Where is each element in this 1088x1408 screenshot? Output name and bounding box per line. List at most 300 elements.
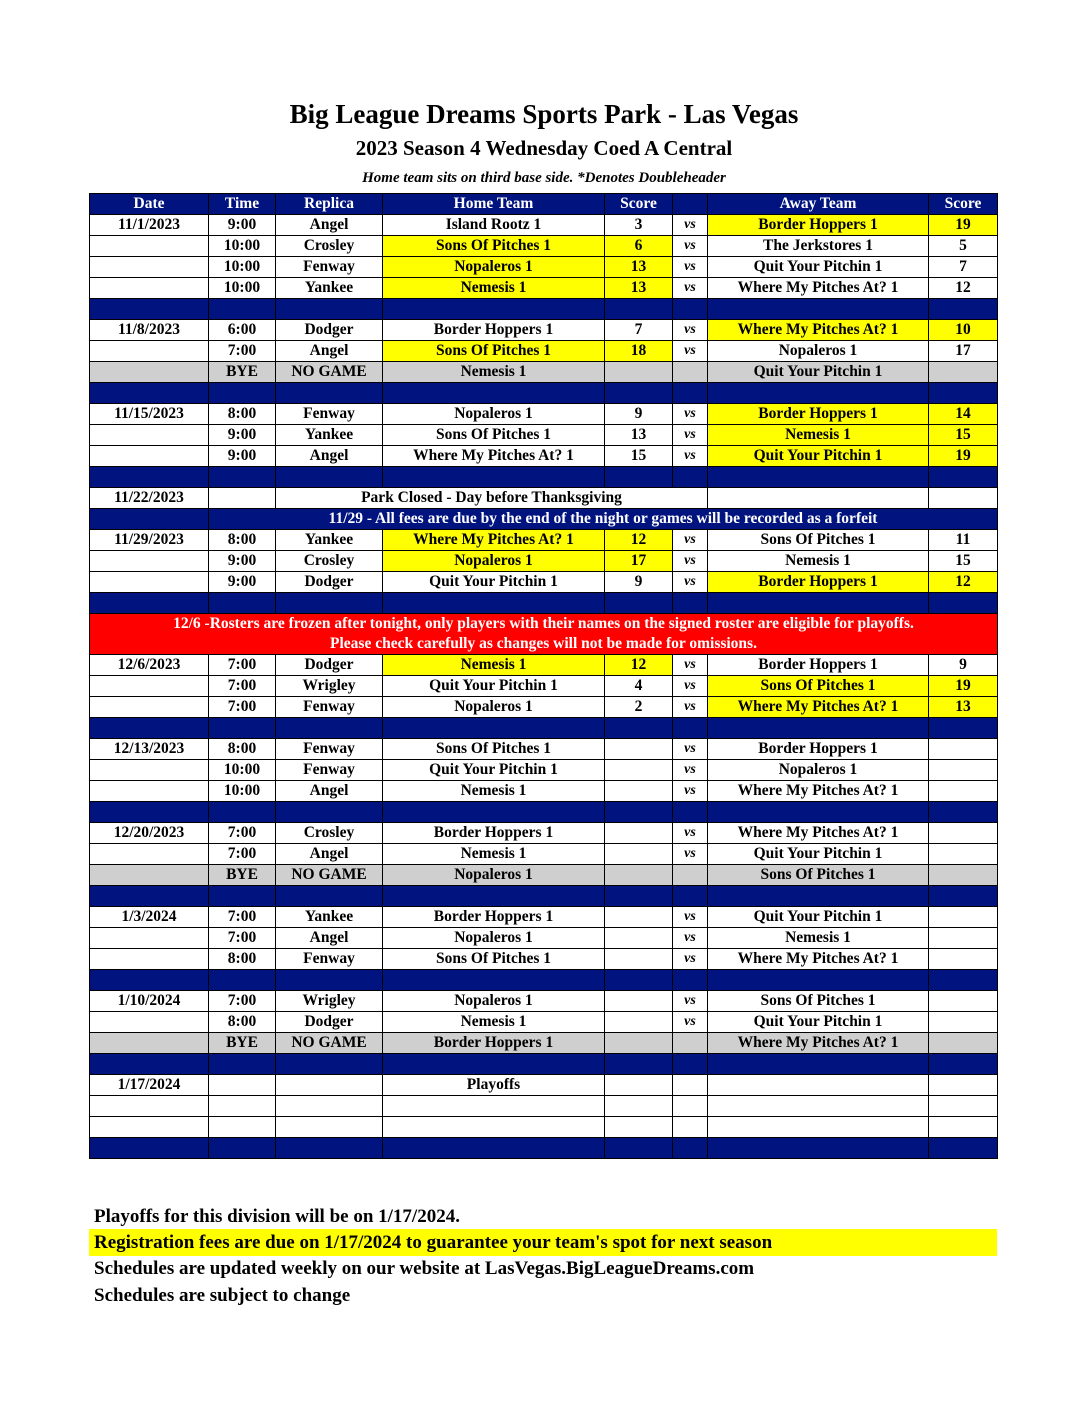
home-team-cell: Playoffs [383, 1075, 605, 1096]
separator-cell [276, 718, 383, 739]
replica-field-cell [276, 1096, 383, 1117]
home-score-cell: 15 [605, 446, 673, 467]
game-row [90, 446, 998, 467]
separator-cell [383, 970, 605, 991]
vs-cell: vs [673, 320, 708, 341]
separator-cell [929, 299, 998, 320]
separator-cell [673, 718, 708, 739]
replica-field-cell: Crosley [276, 236, 383, 257]
date-cell [90, 781, 209, 802]
home-team-cell: Nemesis 1 [383, 781, 605, 802]
away-score-cell: 19 [929, 676, 998, 697]
vs-cell: vs [673, 697, 708, 718]
time-cell: 8:00 [209, 1012, 276, 1033]
home-team-cell: Where My Pitches At? 1 [383, 530, 605, 551]
replica-field-cell: Yankee [276, 425, 383, 446]
away-score-cell: 14 [929, 404, 998, 425]
alert-line-2: Please check carefully as changes will not be made for omissions. [330, 635, 757, 652]
time-cell: 7:00 [209, 655, 276, 676]
replica-field-cell: Angel [276, 446, 383, 467]
away-score-cell [929, 844, 998, 865]
away-team-cell: Where My Pitches At? 1 [708, 278, 929, 299]
replica-field-cell: Fenway [276, 949, 383, 970]
replica-field-cell: Yankee [276, 907, 383, 928]
time-cell: BYE [209, 1033, 276, 1054]
away-score-cell [929, 949, 998, 970]
home-score-cell [605, 949, 673, 970]
away-team-cell [708, 1117, 929, 1138]
replica-field-cell: NO GAME [276, 362, 383, 383]
separator-cell [605, 802, 673, 823]
separator-cell [90, 593, 209, 614]
home-team-cell: Island Rootz 1 [383, 215, 605, 236]
separator-cell [383, 593, 605, 614]
game-row [90, 236, 998, 257]
separator-cell [605, 467, 673, 488]
replica-field-cell: Dodger [276, 572, 383, 593]
time-cell: 7:00 [209, 844, 276, 865]
game-row [90, 991, 998, 1012]
time-cell: 8:00 [209, 949, 276, 970]
column-header-replica: Replica [276, 194, 383, 215]
empty-cell [708, 488, 929, 509]
column-header-date: Date [90, 194, 209, 215]
home-score-cell [605, 739, 673, 760]
date-cell [90, 341, 209, 362]
footer-change-note: Schedules are subject to change [94, 1285, 351, 1306]
vs-cell: vs [673, 215, 708, 236]
home-team-cell: Nopaleros 1 [383, 697, 605, 718]
footer-website-note: Schedules are updated weekly on our website at LasVegas.BigLeagueDreams.com [94, 1258, 755, 1279]
home-team-cell: Where My Pitches At? 1 [383, 446, 605, 467]
home-team-cell: Nopaleros 1 [383, 991, 605, 1012]
date-cell [90, 697, 209, 718]
away-team-cell: Border Hoppers 1 [708, 215, 929, 236]
home-team-cell: Border Hoppers 1 [383, 1033, 605, 1054]
time-cell: 8:00 [209, 530, 276, 551]
separator-cell [90, 970, 209, 991]
page-subtitle: 2023 Season 4 Wednesday Coed A Central [355, 136, 733, 160]
away-score-cell: 5 [929, 236, 998, 257]
separator-cell [673, 802, 708, 823]
game-row [90, 1012, 998, 1033]
replica-field-cell: Angel [276, 844, 383, 865]
vs-cell [673, 1096, 708, 1117]
separator-cell [90, 886, 209, 907]
vs-cell: vs [673, 341, 708, 362]
time-cell: 8:00 [209, 404, 276, 425]
home-team-cell: Quit Your Pitchin 1 [383, 760, 605, 781]
time-cell: 10:00 [209, 236, 276, 257]
away-team-cell [708, 1075, 929, 1096]
roster-alert [90, 614, 998, 655]
time-cell: 10:00 [209, 760, 276, 781]
away-score-cell [929, 991, 998, 1012]
home-score-cell [605, 865, 673, 886]
separator-cell [708, 718, 929, 739]
separator-cell [276, 802, 383, 823]
schedule-table [89, 193, 998, 1159]
home-score-cell: 13 [605, 425, 673, 446]
home-team-cell: Nemesis 1 [383, 1012, 605, 1033]
separator-cell [708, 467, 929, 488]
separator-cell [673, 299, 708, 320]
away-team-cell [708, 1096, 929, 1117]
notice-banner-row [90, 509, 998, 530]
vs-cell: vs [673, 781, 708, 802]
empty-cell [209, 488, 276, 509]
time-cell: BYE [209, 865, 276, 886]
separator-cell [276, 1054, 383, 1075]
separator-cell [209, 886, 276, 907]
separator-cell [209, 593, 276, 614]
separator-cell [276, 383, 383, 404]
home-score-cell [605, 823, 673, 844]
game-row [90, 1075, 998, 1096]
date-cell [90, 865, 209, 886]
separator-cell [605, 886, 673, 907]
vs-cell [673, 865, 708, 886]
date-cell: 11/8/2023 [90, 320, 209, 341]
separator-cell [276, 886, 383, 907]
replica-field-cell: Dodger [276, 320, 383, 341]
banner-spacer-cell [90, 509, 209, 530]
vs-cell: vs [673, 425, 708, 446]
away-score-cell [929, 928, 998, 949]
separator-cell [90, 1138, 209, 1159]
home-score-cell: 12 [605, 530, 673, 551]
away-score-cell [929, 1075, 998, 1096]
separator-cell [276, 299, 383, 320]
home-team-cell [383, 1117, 605, 1138]
vs-cell: vs [673, 1012, 708, 1033]
game-row [90, 257, 998, 278]
time-cell: 7:00 [209, 697, 276, 718]
date-cell [90, 551, 209, 572]
away-team-cell: Quit Your Pitchin 1 [708, 907, 929, 928]
away-score-cell [929, 1096, 998, 1117]
vs-cell [673, 1075, 708, 1096]
date-cell: 11/29/2023 [90, 530, 209, 551]
game-row [90, 215, 998, 236]
vs-cell: vs [673, 236, 708, 257]
date-cell [90, 949, 209, 970]
home-team-cell: Nemesis 1 [383, 278, 605, 299]
game-row [90, 1096, 998, 1117]
away-team-cell: Where My Pitches At? 1 [708, 781, 929, 802]
away-score-cell: 15 [929, 425, 998, 446]
date-cell [90, 278, 209, 299]
footer-playoffs-note: Playoffs for this division will be on 1/17/2024. [94, 1206, 460, 1227]
time-cell: 10:00 [209, 781, 276, 802]
home-team-cell: Sons Of Pitches 1 [383, 739, 605, 760]
replica-field-cell: Fenway [276, 257, 383, 278]
home-team-cell: Nopaleros 1 [383, 404, 605, 425]
time-cell: 10:00 [209, 278, 276, 299]
date-cell [90, 676, 209, 697]
away-score-cell [929, 781, 998, 802]
away-score-cell: 7 [929, 257, 998, 278]
separator-cell [708, 1138, 929, 1159]
separator-cell [383, 299, 605, 320]
date-cell: 11/1/2023 [90, 215, 209, 236]
away-score-cell: 12 [929, 572, 998, 593]
replica-field-cell: Angel [276, 215, 383, 236]
away-team-cell: Quit Your Pitchin 1 [708, 844, 929, 865]
away-score-cell [929, 865, 998, 886]
home-score-cell: 9 [605, 404, 673, 425]
game-row [90, 760, 998, 781]
home-score-cell: 18 [605, 341, 673, 362]
separator-cell [276, 970, 383, 991]
vs-cell: vs [673, 844, 708, 865]
home-team-cell: Nopaleros 1 [383, 928, 605, 949]
time-cell [209, 1096, 276, 1117]
game-row [90, 844, 998, 865]
page-title: Big League Dreams Sports Park - Las Vegas [289, 99, 799, 129]
separator-cell [90, 1054, 209, 1075]
game-row [90, 404, 998, 425]
time-cell: 8:00 [209, 739, 276, 760]
game-row [90, 551, 998, 572]
replica-field-cell [276, 1075, 383, 1096]
home-team-cell: Border Hoppers 1 [383, 823, 605, 844]
separator-cell [276, 593, 383, 614]
game-row [90, 676, 998, 697]
game-row [90, 530, 998, 551]
separator-cell [90, 299, 209, 320]
away-team-cell: Nemesis 1 [708, 425, 929, 446]
replica-field-cell: Fenway [276, 739, 383, 760]
separator-cell [209, 467, 276, 488]
away-team-cell: Nemesis 1 [708, 551, 929, 572]
home-team-cell: Border Hoppers 1 [383, 907, 605, 928]
replica-field-cell: Angel [276, 341, 383, 362]
separator-cell [383, 802, 605, 823]
separator-cell [929, 1138, 998, 1159]
replica-field-cell: Wrigley [276, 676, 383, 697]
away-team-cell: Border Hoppers 1 [708, 655, 929, 676]
date-cell [90, 446, 209, 467]
time-cell [209, 1117, 276, 1138]
date-cell: 1/10/2024 [90, 991, 209, 1012]
home-team-cell: Quit Your Pitchin 1 [383, 676, 605, 697]
vs-cell: vs [673, 907, 708, 928]
week-separator-row [90, 718, 998, 739]
separator-cell [90, 383, 209, 404]
date-cell [90, 425, 209, 446]
separator-cell [605, 718, 673, 739]
vs-cell: vs [673, 949, 708, 970]
away-team-cell: Sons Of Pitches 1 [708, 676, 929, 697]
away-team-cell: Where My Pitches At? 1 [708, 1033, 929, 1054]
separator-cell [929, 1054, 998, 1075]
replica-field-cell: Fenway [276, 404, 383, 425]
home-team-cell: Nemesis 1 [383, 844, 605, 865]
separator-cell [708, 802, 929, 823]
home-score-cell: 3 [605, 215, 673, 236]
game-row [90, 341, 998, 362]
column-header-time: Time [209, 194, 276, 215]
game-row [90, 655, 998, 676]
time-cell: 9:00 [209, 446, 276, 467]
alert-line-1: 12/6 -Rosters are frozen after tonight, only players with their names on the signed roster are eligible for playoffs. [173, 615, 914, 632]
separator-cell [673, 886, 708, 907]
vs-cell: vs [673, 739, 708, 760]
home-score-cell: 9 [605, 572, 673, 593]
date-cell: 12/6/2023 [90, 655, 209, 676]
away-team-cell: Border Hoppers 1 [708, 572, 929, 593]
vs-cell [673, 1033, 708, 1054]
separator-cell [209, 1054, 276, 1075]
away-team-cell: Quit Your Pitchin 1 [708, 1012, 929, 1033]
away-score-cell [929, 1033, 998, 1054]
separator-cell [209, 970, 276, 991]
date-cell: 12/20/2023 [90, 823, 209, 844]
vs-cell: vs [673, 991, 708, 1012]
column-header-home-team: Home Team [383, 194, 605, 215]
away-score-cell [929, 907, 998, 928]
time-cell: 7:00 [209, 823, 276, 844]
time-cell: BYE [209, 362, 276, 383]
home-score-cell: 2 [605, 697, 673, 718]
away-team-cell: Where My Pitches At? 1 [708, 949, 929, 970]
home-team-cell: Nemesis 1 [383, 362, 605, 383]
date-cell [90, 760, 209, 781]
away-team-cell: The Jerkstores 1 [708, 236, 929, 257]
separator-cell [209, 383, 276, 404]
date-cell [90, 257, 209, 278]
time-cell: 9:00 [209, 215, 276, 236]
separator-cell [383, 1054, 605, 1075]
week-separator-row [90, 1054, 998, 1075]
away-score-cell: 11 [929, 530, 998, 551]
week-separator-row [90, 299, 998, 320]
separator-cell [383, 1138, 605, 1159]
game-row [90, 949, 998, 970]
game-row [90, 1117, 998, 1138]
separator-cell [673, 383, 708, 404]
game-row [90, 320, 998, 341]
separator-cell [708, 383, 929, 404]
replica-field-cell: NO GAME [276, 865, 383, 886]
replica-field-cell: Dodger [276, 655, 383, 676]
time-cell: 9:00 [209, 551, 276, 572]
column-header-away-score: Score [929, 194, 998, 215]
park-closed-notice: Park Closed - Day before Thanksgiving [276, 488, 708, 509]
home-team-cell: Quit Your Pitchin 1 [383, 572, 605, 593]
home-score-cell [605, 1117, 673, 1138]
away-team-cell: Nemesis 1 [708, 928, 929, 949]
column-header-away-team: Away Team [708, 194, 929, 215]
schedule-note: Home team sits on third base side. *Denotes Doubleheader [362, 170, 726, 186]
away-team-cell: Where My Pitches At? 1 [708, 320, 929, 341]
home-score-cell: 7 [605, 320, 673, 341]
week-separator-row [90, 802, 998, 823]
replica-field-cell: Angel [276, 928, 383, 949]
replica-field-cell: Crosley [276, 551, 383, 572]
park-closed-row [90, 488, 998, 509]
separator-cell [605, 970, 673, 991]
home-score-cell [605, 362, 673, 383]
home-score-cell: 12 [605, 655, 673, 676]
home-score-cell [605, 928, 673, 949]
vs-cell [673, 1117, 708, 1138]
separator-cell [708, 886, 929, 907]
date-cell [90, 236, 209, 257]
away-score-cell [929, 362, 998, 383]
home-team-cell: Nopaleros 1 [383, 257, 605, 278]
away-team-cell: Nopaleros 1 [708, 760, 929, 781]
separator-cell [209, 299, 276, 320]
separator-cell [383, 886, 605, 907]
date-cell: 12/13/2023 [90, 739, 209, 760]
date-cell [90, 572, 209, 593]
bye-row [90, 865, 998, 886]
away-team-cell: Quit Your Pitchin 1 [708, 446, 929, 467]
week-separator-row [90, 886, 998, 907]
game-row [90, 928, 998, 949]
separator-cell [708, 1054, 929, 1075]
home-score-cell: 4 [605, 676, 673, 697]
replica-field-cell: Fenway [276, 697, 383, 718]
separator-cell [605, 383, 673, 404]
vs-cell: vs [673, 530, 708, 551]
replica-field-cell: Yankee [276, 278, 383, 299]
footer-registration-note: Registration fees are due on 1/17/2024 to guarantee your team's spot for next season [89, 1229, 997, 1256]
date-cell [90, 1033, 209, 1054]
vs-cell: vs [673, 676, 708, 697]
table-header-row [90, 194, 998, 215]
away-team-cell: Where My Pitches At? 1 [708, 823, 929, 844]
vs-cell: vs [673, 278, 708, 299]
separator-cell [605, 1138, 673, 1159]
home-team-cell: Nopaleros 1 [383, 551, 605, 572]
away-team-cell: Sons Of Pitches 1 [708, 991, 929, 1012]
away-team-cell: Sons Of Pitches 1 [708, 865, 929, 886]
date-cell: 1/3/2024 [90, 907, 209, 928]
date-cell [90, 928, 209, 949]
separator-cell [708, 299, 929, 320]
home-score-cell [605, 1096, 673, 1117]
game-row [90, 425, 998, 446]
separator-cell [929, 467, 998, 488]
separator-cell [673, 467, 708, 488]
game-row [90, 697, 998, 718]
home-score-cell [605, 760, 673, 781]
schedule-body [90, 215, 998, 1159]
separator-cell [929, 718, 998, 739]
away-team-cell: Sons Of Pitches 1 [708, 530, 929, 551]
home-score-cell [605, 1075, 673, 1096]
time-cell: 7:00 [209, 907, 276, 928]
time-cell: 9:00 [209, 572, 276, 593]
home-score-cell [605, 1012, 673, 1033]
date-cell: 11/22/2023 [90, 488, 209, 509]
home-team-cell: Sons Of Pitches 1 [383, 341, 605, 362]
column-header-vs [673, 194, 708, 215]
replica-field-cell [276, 1117, 383, 1138]
date-cell: 1/17/2024 [90, 1075, 209, 1096]
vs-cell: vs [673, 257, 708, 278]
home-score-cell [605, 844, 673, 865]
separator-cell [708, 593, 929, 614]
away-score-cell [929, 1012, 998, 1033]
time-cell: 9:00 [209, 425, 276, 446]
home-score-cell: 17 [605, 551, 673, 572]
separator-cell [90, 467, 209, 488]
replica-field-cell: Dodger [276, 1012, 383, 1033]
